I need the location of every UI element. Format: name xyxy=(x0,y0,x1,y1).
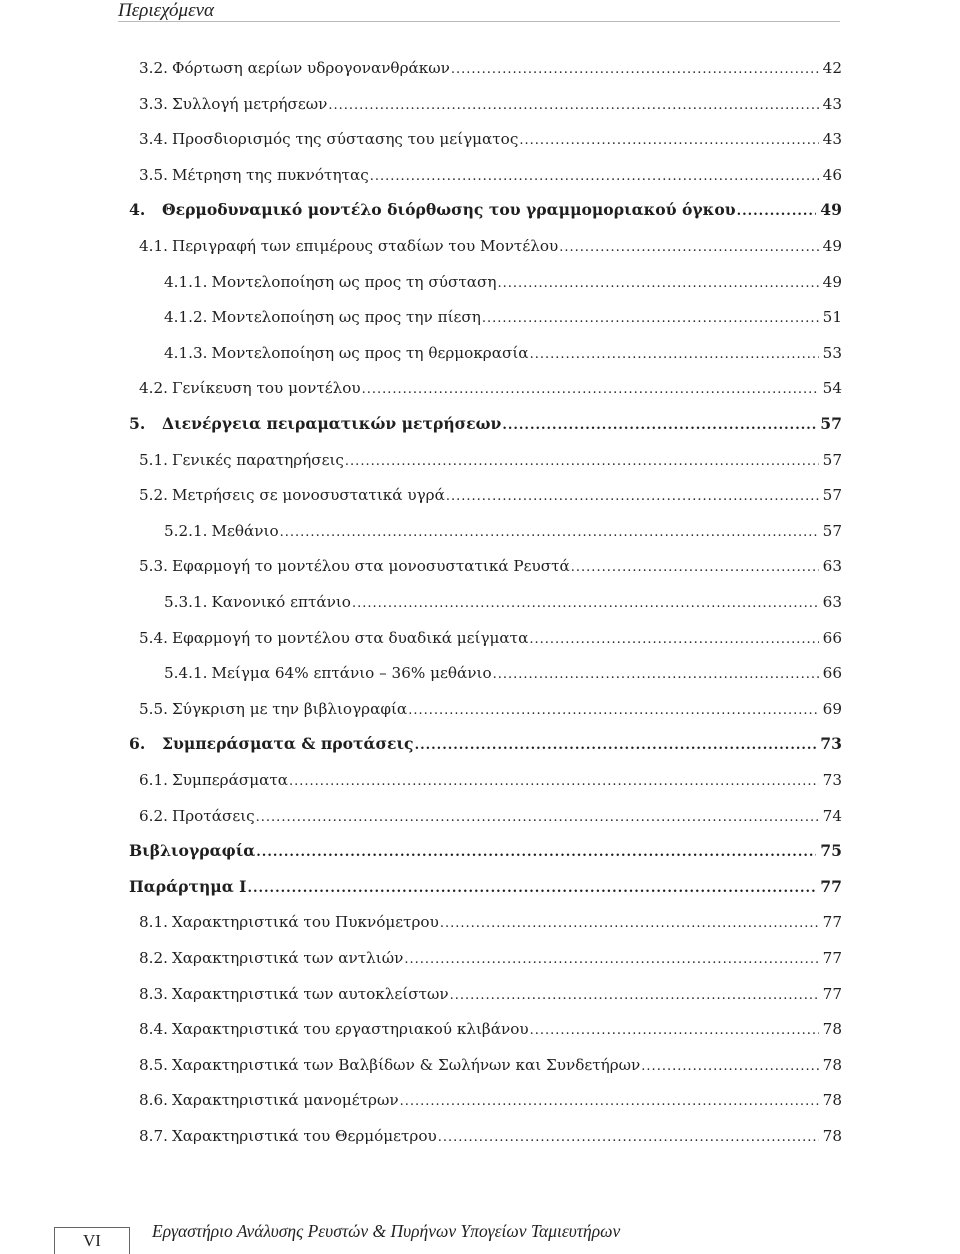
toc-entry[interactable] xyxy=(164,306,842,328)
toc-entry[interactable] xyxy=(139,1089,842,1111)
toc-entry-page: 49 xyxy=(822,237,842,255)
toc-dot-leader xyxy=(641,1056,818,1078)
toc-dot-leader xyxy=(529,629,818,651)
toc-entry-title: Μοντελοποίηση ως προς τη θερμοκρασία xyxy=(211,343,529,362)
toc-dot-leader xyxy=(280,522,819,544)
toc-entry[interactable] xyxy=(129,876,842,898)
toc-entry-page: 57 xyxy=(822,450,842,469)
toc-entry-number: 3.2. xyxy=(139,59,168,77)
toc-entry-number: 3.4. xyxy=(139,130,168,149)
toc-entry-page: 66 xyxy=(822,664,842,683)
toc-dot-leader xyxy=(519,130,818,152)
toc-dot-leader xyxy=(438,1127,819,1149)
toc-entry-page: 78 xyxy=(822,1091,842,1110)
toc-entry-number: 5.1. xyxy=(139,450,168,469)
toc-dot-leader xyxy=(446,486,819,508)
toc-entry-page: 57 xyxy=(820,414,842,433)
toc-entry-number: 8.6. xyxy=(139,1091,168,1110)
toc-dot-leader xyxy=(352,593,819,615)
page-header-title: Περιεχόμενα xyxy=(118,0,214,21)
toc-entry-number: 5.3.1. xyxy=(164,593,208,611)
toc-dot-leader xyxy=(450,985,819,1007)
toc-entry-page: 63 xyxy=(822,557,842,576)
toc-entry-page: 54 xyxy=(822,379,842,398)
toc-entry-page: 49 xyxy=(822,272,842,291)
toc-entry[interactable] xyxy=(164,591,842,613)
toc-entry[interactable] xyxy=(129,199,842,221)
toc-entry-number: 6. xyxy=(129,734,146,754)
toc-entry-title: Μέτρηση της πυκνότητας xyxy=(171,165,369,184)
toc-dot-leader xyxy=(370,166,819,188)
toc-entry-title: Χαρακτηριστικά των αντλιών xyxy=(171,949,404,967)
toc-dot-leader xyxy=(482,308,819,330)
toc-entry[interactable] xyxy=(164,342,842,364)
toc-entry-page: 63 xyxy=(822,593,842,611)
toc-entry-page: 69 xyxy=(822,699,842,718)
toc-entry-title: Διενέργεια πειραματικών μετρήσεων xyxy=(162,414,502,433)
toc-dot-leader xyxy=(530,344,819,366)
toc-dot-leader xyxy=(328,95,818,117)
toc-entry[interactable] xyxy=(164,662,842,684)
toc-dot-leader xyxy=(247,878,816,900)
toc-entry-page: 77 xyxy=(822,949,842,967)
toc-entry-number: 4.1.1. xyxy=(164,272,208,291)
toc-entry-page: 53 xyxy=(822,343,842,362)
toc-entry-title: Εφαρμογή το μοντέλου στα μονοσυστατικά Ρευστά xyxy=(171,557,570,576)
toc-entry[interactable] xyxy=(139,769,842,791)
toc-entry-number: 4.1.2. xyxy=(164,308,208,327)
toc-entry[interactable] xyxy=(164,520,842,542)
toc-entry[interactable] xyxy=(164,271,842,293)
toc-entry-page: 43 xyxy=(822,94,842,113)
toc-entry-title: Συμπεράσματα & προτάσεις xyxy=(162,734,414,754)
toc-entry[interactable] xyxy=(139,449,842,471)
toc-entry[interactable] xyxy=(139,1054,842,1076)
toc-entry-title: Χαρακτηριστικά του εργαστηριακού κλιβάνου xyxy=(171,1020,529,1039)
toc-entry-title: Συλλογή μετρήσεων xyxy=(171,94,328,113)
toc-entry-title: Χαρακτηριστικά των αυτοκλείστων xyxy=(171,984,449,1003)
toc-entry[interactable] xyxy=(139,128,842,150)
toc-entry-number: 3.3. xyxy=(139,94,168,113)
toc-entry[interactable] xyxy=(139,235,842,257)
toc-entry-number: 4.1. xyxy=(139,237,168,255)
toc-entry-title: Φόρτωση αερίων υδρογονανθράκων xyxy=(171,59,450,77)
toc-dot-leader xyxy=(440,913,819,935)
toc-entry-page: 78 xyxy=(822,1055,842,1074)
toc-entry-number: 6.2. xyxy=(139,806,168,825)
toc-dot-leader xyxy=(530,1020,819,1042)
toc-entry-number: 8.5. xyxy=(139,1055,168,1074)
toc-entry-page: 78 xyxy=(822,1127,842,1145)
toc-dot-leader xyxy=(404,949,818,971)
toc-dot-leader xyxy=(289,771,819,793)
footer-lab-name: Εργαστήριο Ανάλυσης Ρευστών & Πυρήνων Υπογείων Ταμιευτήρων xyxy=(152,1221,621,1241)
toc-entry-title: Παράρτημα Ι xyxy=(129,876,247,896)
toc-entry-number: 8.1. xyxy=(139,913,168,932)
toc-entry-page: 66 xyxy=(822,628,842,647)
toc-entry-title: Περιγραφή των επιμέρους σταδίων του Μοντέλου xyxy=(171,237,559,255)
toc-entry-number: 8.2. xyxy=(139,949,168,967)
toc-dot-leader xyxy=(408,700,818,722)
toc-entry[interactable] xyxy=(139,947,842,969)
toc-entry-number: 4.1.3. xyxy=(164,343,208,362)
toc-entry[interactable] xyxy=(139,805,842,827)
toc-entry-title: Γενικές παρατηρήσεις xyxy=(171,450,344,469)
header-divider xyxy=(118,21,840,22)
toc-dot-leader xyxy=(571,557,819,579)
toc-dot-leader xyxy=(497,273,818,295)
toc-entry-number: 4. xyxy=(129,200,146,220)
toc-entry-title: Θερμοδυναμικό μοντέλο διόρθωσης του γραμμομοριακού όγκου xyxy=(162,200,736,220)
toc-dot-leader xyxy=(345,451,819,473)
toc-entry-title: Σύγκριση με την βιβλιογραφία xyxy=(171,699,408,718)
toc-entry-title: Χαρακτηριστικά του Θερμόμετρου xyxy=(171,1127,437,1145)
toc-entry-number: 5.2.1. xyxy=(164,521,208,540)
toc-entry-page: 77 xyxy=(820,876,842,896)
toc-entry-number: 5.2. xyxy=(139,486,168,505)
toc-entry-title: Μείγμα 64% επτάνιο – 36% μεθάνιο xyxy=(211,664,492,683)
toc-entry-number: 8.3. xyxy=(139,984,168,1003)
toc-entry-page: 73 xyxy=(822,771,842,789)
toc-dot-leader xyxy=(737,201,817,223)
toc-entry-title: Χαρακτηριστικά του Πυκνόμετρου xyxy=(171,913,439,932)
toc-entry[interactable] xyxy=(139,93,842,115)
toc-entry-number: 5.3. xyxy=(139,557,168,576)
toc-entry-number: 6.1. xyxy=(139,771,168,789)
toc-entry[interactable] xyxy=(129,413,842,435)
toc-entry-page: 57 xyxy=(822,486,842,505)
toc-dot-leader xyxy=(256,807,819,829)
toc-entry-number: 4.2. xyxy=(139,379,168,398)
toc-entry-title: Μετρήσεις σε μονοσυστατικά υγρά xyxy=(171,486,445,505)
toc-entry[interactable] xyxy=(139,484,842,506)
toc-entry-title: Εφαρμογή το μοντέλου στα δυαδικά μείγματα xyxy=(171,628,529,647)
toc-dot-leader xyxy=(451,59,819,81)
toc-entry-page: 77 xyxy=(822,984,842,1003)
toc-entry-title: Γενίκευση του μοντέλου xyxy=(171,379,361,398)
toc-entry-page: 43 xyxy=(822,130,842,149)
toc-entry-number: 8.4. xyxy=(139,1020,168,1039)
toc-entry[interactable] xyxy=(139,377,842,399)
toc-entry-page: 77 xyxy=(822,913,842,932)
toc-entry[interactable] xyxy=(139,698,842,720)
toc-entry-number: 5.5. xyxy=(139,699,168,718)
toc-dot-leader xyxy=(400,1091,819,1113)
toc-dot-leader xyxy=(559,237,818,259)
toc-entry-title: Χαρακτηριστικά μανομέτρων xyxy=(171,1091,399,1110)
toc-entry[interactable] xyxy=(139,164,842,186)
toc-entry-page: 49 xyxy=(820,200,842,220)
toc-entry[interactable] xyxy=(129,840,842,862)
toc-entry-number: 5.4. xyxy=(139,628,168,647)
toc-dot-leader xyxy=(415,735,817,757)
toc-dot-leader xyxy=(502,415,816,437)
toc-entry[interactable] xyxy=(139,627,842,649)
toc-entry-page: 75 xyxy=(820,841,842,861)
toc-dot-leader xyxy=(493,664,819,686)
toc-entry-page: 57 xyxy=(822,521,842,540)
toc-entry[interactable] xyxy=(139,1018,842,1040)
toc-entry-title: Μοντελοποίηση ως προς τη σύσταση xyxy=(211,272,497,291)
toc-entry-page: 78 xyxy=(822,1020,842,1039)
toc-entry-number: 3.5. xyxy=(139,165,168,184)
toc-entry-page: 51 xyxy=(822,308,842,327)
toc-entry-page: 73 xyxy=(820,734,842,754)
toc-entry-page: 46 xyxy=(822,165,842,184)
toc-entry-title: Βιβλιογραφία xyxy=(129,841,256,861)
toc-entry[interactable] xyxy=(139,57,842,79)
toc-entry-page: 42 xyxy=(822,59,842,77)
toc-entry[interactable] xyxy=(139,983,842,1005)
toc-entry[interactable] xyxy=(139,911,842,933)
toc-entry-title: Μεθάνιο xyxy=(211,521,279,540)
toc-entry[interactable] xyxy=(139,1125,842,1147)
toc-entry[interactable] xyxy=(139,555,842,577)
toc-dot-leader xyxy=(362,379,819,401)
toc-entry-title: Προτάσεις xyxy=(171,806,255,825)
toc-entry-title: Κανονικό επτάνιο xyxy=(211,593,351,611)
toc-entry-number: 5.4.1. xyxy=(164,664,208,683)
toc-entry-title: Μοντελοποίηση ως προς την πίεση xyxy=(211,308,481,327)
toc-entry-page: 74 xyxy=(822,806,842,825)
toc-dot-leader xyxy=(256,842,816,864)
toc-entry-title: Προσδιορισμός της σύστασης του μείγματος xyxy=(171,130,519,149)
toc-entry-title: Χαρακτηριστικά των Βαλβίδων & Σωλήνων και Συνδετήρων xyxy=(171,1055,641,1074)
page-number: VI xyxy=(83,1231,101,1250)
toc-entry[interactable] xyxy=(129,733,842,755)
toc-entry-number: 8.7. xyxy=(139,1127,168,1145)
toc-entry-title: Συμπεράσματα xyxy=(171,771,289,789)
toc-entry-number: 5. xyxy=(129,414,146,433)
